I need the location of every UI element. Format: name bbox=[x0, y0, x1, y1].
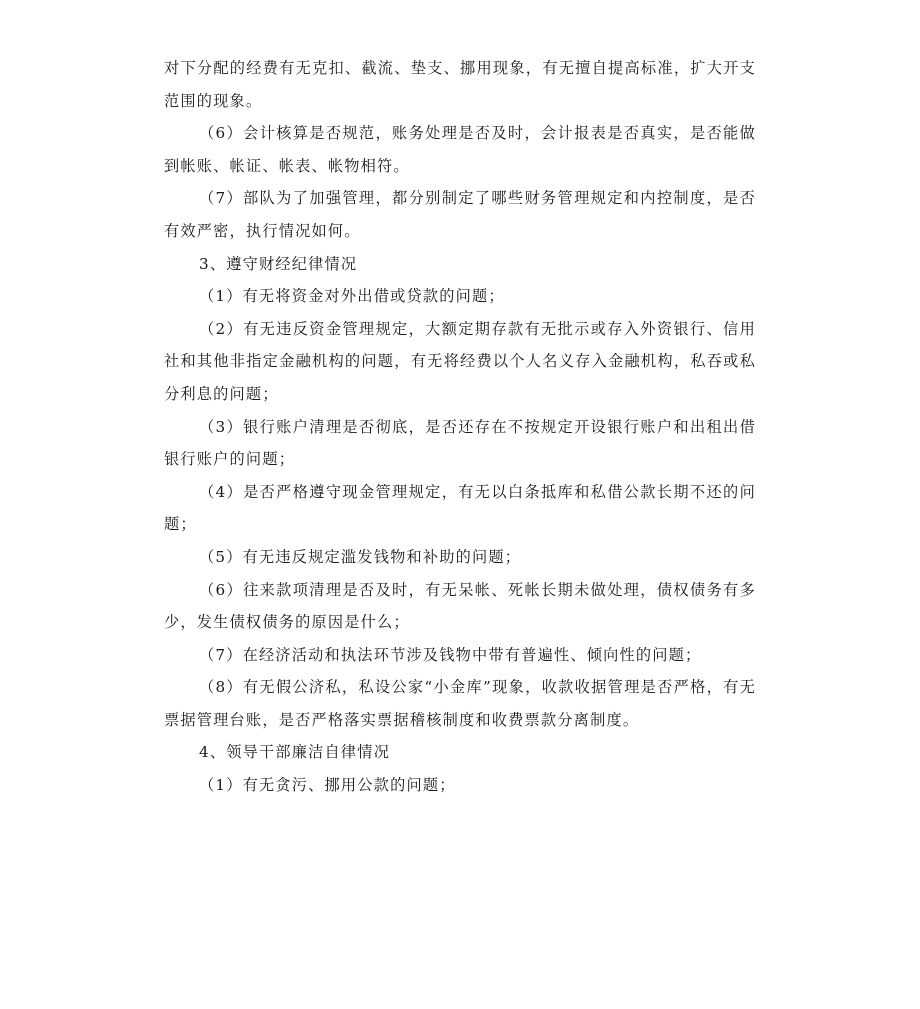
section-heading-3: 3、遵守财经纪律情况 bbox=[198, 254, 358, 273]
paragraph-8: （4）是否严格遵守现金管理规定，有无以白条抵库和私借公款长期不还的问题； bbox=[164, 482, 756, 534]
paragraph-3: （7）部队为了加强管理，都分别制定了哪些财务管理规定和内控制度，是否有效严密，执行情况如何。 bbox=[164, 189, 756, 240]
paragraph-2: （6）会计核算是否规范，账务处理是否及时，会计报表是否真实，是否能做到帐账、帐证、帐表、帐物相符。 bbox=[164, 124, 756, 175]
section-heading-4: 4、领导干部廉洁自律情况 bbox=[198, 743, 391, 762]
paragraph-1: 对下分配的经费有无克扣、截流、垫支、挪用现象，有无擅自提高标准，扩大开支范围的现象。 bbox=[164, 59, 756, 110]
paragraph-10: （6）往来款项清理是否及时，有无呆帐、死帐长期未做处理，债权债务有多少，发生债权债务的原因是什么； bbox=[164, 580, 756, 632]
paragraph-11: （7）在经济活动和执法环节涉及钱物中带有普遍性、倾向性的问题； bbox=[198, 645, 702, 664]
paragraph-9: （5）有无违反规定滥发钱物和补助的问题； bbox=[198, 547, 522, 566]
paragraph-6: （2）有无违反资金管理规定，大额定期存款有无批示或存入外资银行、信用社和其他非指定金融机构的问题，有无将经费以个人名义存入金融机构，私吞或私分利息的问题； bbox=[164, 319, 756, 403]
paragraph-12: （8）有无假公济私，私设公家“小金库”现象，收款收据管理是否严格，有无票据管理台账，是否严格落实票据稽核制度和收费票款分离制度。 bbox=[164, 678, 756, 729]
paragraph-7: （3）银行账户清理是否彻底，是否还存在不按规定开设银行账户和出租出借银行账户的问题； bbox=[164, 417, 756, 469]
paragraph-14: （1）有无贪污、挪用公款的问题； bbox=[198, 776, 456, 795]
document-body bbox=[164, 52, 756, 802]
paragraph-5: （1）有无将资金对外出借或贷款的问题； bbox=[198, 287, 505, 306]
